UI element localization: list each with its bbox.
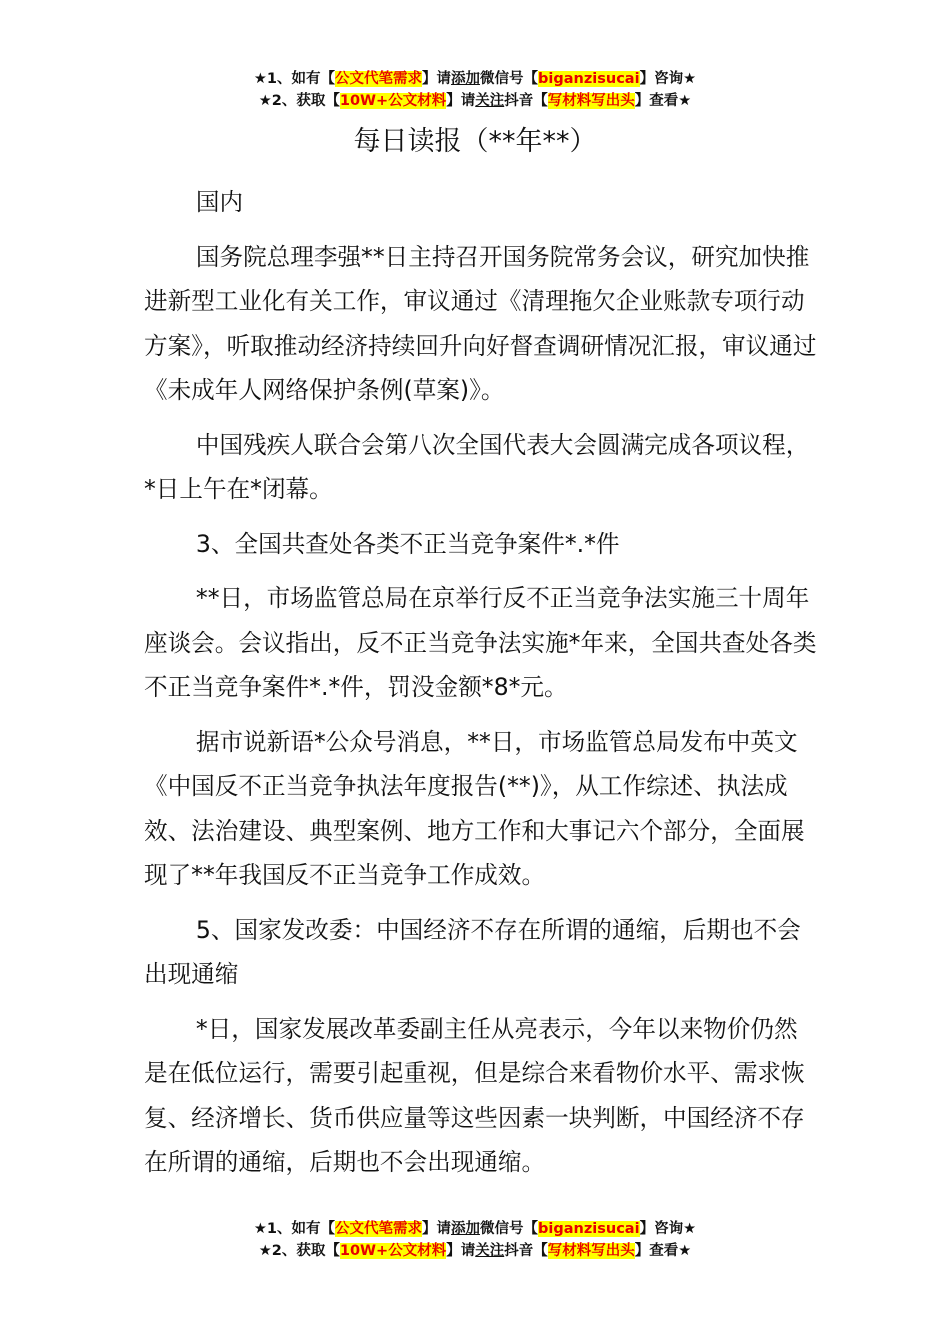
- paragraph: 国务院总理李强**日主持召开国务院常务会议，研究加快推进新型工业化有关工作，审议通过《清理拖欠企业账款专项行动方案》，听取推动经济持续回升向好督查调研情况汇报，审议通过《未成年人网络保护条例(草案)》。: [144, 242, 817, 404]
- header-banner: [0, 68, 950, 112]
- paragraph: 中国残疾人联合会第八次全国代表大会圆满完成各项议程，*日上午在*闭幕。: [144, 430, 810, 503]
- banner-line-1: ★1、如有【公文代笔需求】请添加微信号【biganzisucai】咨询★: [253, 71, 697, 87]
- document-body: [144, 180, 820, 1195]
- highlight-douyin: 写材料写出头: [547, 1243, 635, 1259]
- banner-line-2: ★2、获取【10W+公文材料】请关注抖音【写材料写出头】查看★: [258, 1243, 692, 1259]
- highlight-douyin: 写材料写出头: [547, 93, 635, 109]
- highlight-ghostwriting: 公文代笔需求: [335, 1221, 423, 1237]
- document-title: 每日读报（**年**）: [353, 126, 597, 157]
- highlight-ghostwriting: 公文代笔需求: [335, 71, 423, 87]
- highlight-materials: 10W+公文材料: [339, 93, 447, 109]
- news-heading: 3、全国共查处各类不正当竞争案件*.*件: [195, 529, 620, 558]
- paragraph: 据市说新语*公众号消息，**日，市场监管总局发布中英文《中国反不正当竞争执法年度报告(**)》，从工作综述、执法成效、法治建设、典型案例、地方工作和大事记六个部分，全面展现了**年我国反不正当竞争工作成效。: [144, 727, 805, 889]
- highlight-materials: 10W+公文材料: [339, 1243, 447, 1259]
- highlight-wechat-id: biganzisucai: [538, 1221, 640, 1237]
- section-heading-domestic: 国内: [195, 188, 244, 216]
- highlight-wechat-id: biganzisucai: [538, 71, 640, 87]
- paragraph: **日，市场监管总局在京举行反不正当竞争法实施三十周年座谈会。会议指出，反不正当竞争法实施*年来，全国共查处各类不正当竞争案件*.*件，罚没金额*8*元。: [144, 584, 817, 701]
- banner-line-2: ★2、获取【10W+公文材料】请关注抖音【写材料写出头】查看★: [258, 93, 692, 109]
- banner-line-1: ★1、如有【公文代笔需求】请添加微信号【biganzisucai】咨询★: [253, 1221, 697, 1237]
- news-heading: 5、国家发改委：中国经济不存在所谓的通缩，后期也不会出现通缩: [144, 915, 801, 988]
- footer-banner: [0, 1218, 950, 1262]
- paragraph: *日，国家发展改革委副主任从亮表示，今年以来物价仍然是在低位运行，需要引起重视，但是综合来看物价水平、需求恢复、经济增长、货币供应量等这些因素一块判断，中国经济不存在所谓的通缩，后期也不会出现通缩。: [144, 1014, 805, 1176]
